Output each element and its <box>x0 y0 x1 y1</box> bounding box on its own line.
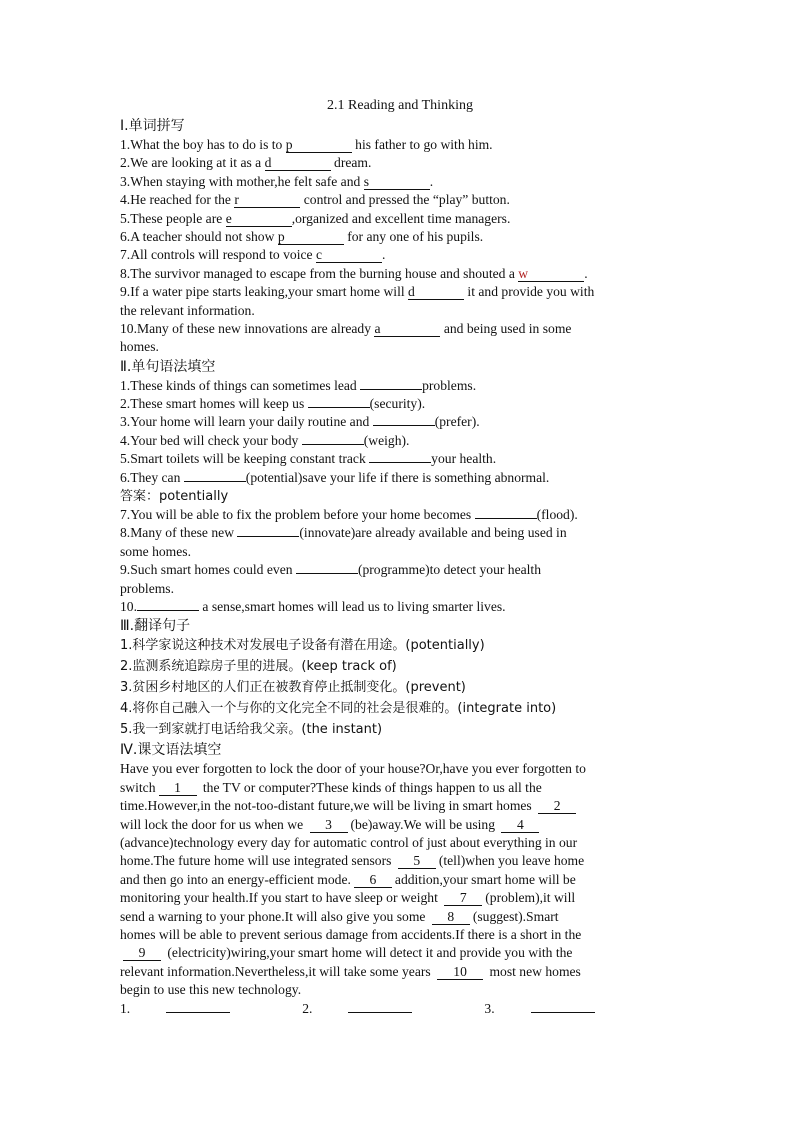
passage-line <box>120 797 680 815</box>
translation-item: 5.我一到家就打电话给我父亲。(the instant) <box>120 721 383 737</box>
passage-text: (electricity)wiring,your smart home will detect it and provide you with the <box>164 945 573 961</box>
item-text: the relevant information. <box>120 302 255 318</box>
grammar-item <box>120 561 680 579</box>
passage-text: the TV or computer?These kinds of things happen to us all the <box>199 779 542 795</box>
item-text: . <box>429 173 434 189</box>
item-text: (potential)save your life if there is something abnormal. <box>245 469 550 485</box>
answer-blank[interactable] <box>302 444 364 445</box>
item-text: 10.Many of these new innovations are already <box>120 320 375 336</box>
item-text: and being used in some <box>440 320 572 336</box>
translation-item: 1.科学家说这种技术对发展电子设备有潜在用途。(potentially) <box>120 638 485 654</box>
item-text: 7.You will be able to fix the problem before your home becomes <box>120 507 475 523</box>
page-title: 2.1 Reading and Thinking <box>327 98 473 113</box>
item-text: (prefer). <box>434 414 480 430</box>
numbered-blank[interactable]: 5 <box>398 854 436 869</box>
translation-item: 2.监测系统追踪房子里的进展。(keep track of) <box>120 659 397 675</box>
passage-line <box>120 963 680 981</box>
passage-line <box>120 816 680 834</box>
passage-text: send a warning to your phone.It will also give you some <box>120 908 429 924</box>
passage-line <box>120 981 680 999</box>
item-text: 3.Your home will learn your daily routine and <box>120 414 373 430</box>
spelling-item <box>120 283 680 301</box>
answer-blanks-row <box>120 1000 680 1018</box>
passage-text: and then go into an energy-efficient mode. <box>120 871 351 887</box>
item-text: 6.A teacher should not show <box>120 228 278 244</box>
answer-slot <box>302 1000 448 1018</box>
grammar-item <box>120 580 680 598</box>
item-text: his father to go with him. <box>351 137 493 152</box>
answer-blank[interactable] <box>308 407 370 408</box>
passage-line <box>120 944 680 962</box>
section-3-list <box>120 636 680 740</box>
passage-text: Have you ever forgotten to lock the door of your house?Or,have you ever forgotten to <box>120 761 586 777</box>
spelling-item <box>120 246 680 264</box>
numbered-blank[interactable]: 1 <box>159 781 197 796</box>
passage-text: monitoring your health.If you start to have sleep or weight <box>120 890 442 906</box>
item-text: 7.All controls will respond to voice <box>120 247 316 263</box>
grammar-item <box>120 598 680 616</box>
passage-text: (suggest).Smart <box>472 908 559 924</box>
item-text: problems. <box>120 580 174 596</box>
translation-item: 4.将你自己融入一个与你的文化完全不同的社会是很难的。(integrate into) <box>120 700 557 716</box>
section-2-list <box>120 377 680 487</box>
item-text: (programme)to detect your health <box>357 562 542 578</box>
spelling-item <box>120 320 680 338</box>
item-text: 1.What the boy has to do is to <box>120 137 286 152</box>
numbered-blank[interactable]: 3 <box>310 818 348 833</box>
spelling-item <box>120 302 680 320</box>
grammar-item <box>120 506 680 524</box>
answer-blank[interactable] <box>296 573 358 574</box>
spelling-item <box>120 191 680 209</box>
spelling-item <box>120 228 680 246</box>
answer-blank[interactable]: d <box>408 285 464 300</box>
answer-label: 3. <box>484 1000 495 1016</box>
numbered-blank[interactable]: 8 <box>432 910 470 925</box>
item-text: 5.Smart toilets will be keeping constant track <box>120 451 370 467</box>
spelling-item <box>120 210 680 228</box>
item-text: 8.Many of these new <box>120 525 238 541</box>
answer-label: 1. <box>120 1000 131 1016</box>
grammar-item <box>120 524 680 542</box>
item-text: dream. <box>330 155 372 171</box>
item-text: control and pressed the “play” button. <box>300 192 510 208</box>
numbered-blank[interactable]: 10 <box>437 965 483 980</box>
item-text: 9.Such smart homes could even <box>120 562 296 578</box>
item-text: 5.These people are <box>120 210 226 226</box>
item-text: 10. <box>120 598 137 614</box>
answer-note: 答案：potentially <box>120 489 229 505</box>
answer-blank[interactable] <box>137 610 199 611</box>
item-text: 1.These kinds of things can sometimes lead <box>120 377 361 393</box>
passage-line <box>120 908 680 926</box>
passage-line <box>120 871 680 889</box>
passage-line <box>120 926 680 944</box>
answer-blank[interactable] <box>369 462 431 463</box>
passage-line <box>120 852 680 870</box>
item-text: your health. <box>431 451 497 467</box>
answer-blank[interactable] <box>360 389 422 390</box>
passage-text: time.However,in the not-too-distant future,we will be living in smart homes <box>120 798 536 814</box>
translation-item: 3.贫困乡村地区的人们正在被教育停止抵制变化。(prevent) <box>120 679 466 695</box>
item-text: . <box>584 265 588 281</box>
answer-blank[interactable] <box>475 518 537 519</box>
grammar-item <box>120 450 680 468</box>
item-text: (weigh). <box>363 432 410 448</box>
passage-text: will lock the door for us when we <box>120 816 307 832</box>
item-text: 3.When staying with mother,he felt safe and <box>120 173 364 189</box>
numbered-blank[interactable]: 6 <box>354 873 392 888</box>
passage-line <box>120 834 680 852</box>
passage-text: home.The future home will use integrated sensors <box>120 853 395 869</box>
section-1-list <box>120 136 680 357</box>
grammar-item <box>120 377 680 395</box>
answer-blank[interactable]: r <box>234 193 300 208</box>
item-text: ,organized and excellent time managers. <box>291 210 511 226</box>
answer-blank[interactable]: p <box>286 138 352 153</box>
section-1-heading: Ⅰ.单词拼写 <box>120 118 185 134</box>
answer-blank[interactable]: d <box>265 156 331 171</box>
answer-blank[interactable] <box>166 1012 230 1013</box>
passage-text: (tell)when you leave home <box>438 853 585 869</box>
passage-text: homes will be able to prevent serious damage from accidents.If there is a short in the <box>120 927 582 943</box>
item-text: 2.These smart homes will keep us <box>120 396 308 412</box>
passage-text: relevant information.Nevertheless,it will take some years <box>120 963 435 979</box>
spelling-item <box>120 265 680 283</box>
answer-blank[interactable] <box>531 1012 595 1013</box>
numbered-blank[interactable]: 4 <box>501 818 539 833</box>
passage-line <box>120 779 680 797</box>
item-text: homes. <box>120 339 159 355</box>
passage-text: (be)away.We will be using <box>350 816 499 832</box>
passage-text: (advance)technology every day for automatic control of just about everything in our <box>120 834 578 850</box>
answer-slot <box>484 1000 630 1018</box>
section-2-heading: Ⅱ.单句语法填空 <box>120 358 216 375</box>
passage-text: switch <box>120 779 156 795</box>
grammar-item <box>120 395 680 413</box>
answer-blank[interactable]: e <box>226 212 292 227</box>
item-text: 9.If a water pipe starts leaking,your smart home will <box>120 284 409 300</box>
item-text: 4.Your bed will check your body <box>120 432 302 448</box>
spelling-item <box>120 338 680 356</box>
item-text: problems. <box>422 377 477 393</box>
spelling-item <box>120 154 680 172</box>
item-text: 8.The survivor managed to escape from the burning house and shouted a <box>120 265 519 281</box>
item-text: 6.They can <box>120 469 184 485</box>
grammar-item <box>120 469 680 487</box>
passage-text: addition,your smart home will be <box>394 871 576 887</box>
passage-text: most new homes <box>486 963 581 979</box>
answer-blank[interactable]: c <box>316 248 382 263</box>
passage-line <box>120 760 680 778</box>
spelling-item <box>120 136 680 154</box>
answer-blank[interactable]: w <box>518 267 584 282</box>
section-2-list-continued <box>120 506 680 616</box>
answer-blank[interactable]: s <box>364 175 430 190</box>
section-4-heading: Ⅳ.课文语法填空 <box>120 742 222 759</box>
answer-blank[interactable]: a <box>374 322 440 337</box>
numbered-blank[interactable]: 2 <box>538 799 576 814</box>
answer-label: 2. <box>302 1000 313 1016</box>
passage-line <box>120 889 680 907</box>
item-text: (flood). <box>536 507 578 523</box>
answer-blank[interactable] <box>184 481 246 482</box>
item-text: some homes. <box>120 543 191 559</box>
grammar-item <box>120 413 680 431</box>
worksheet-page <box>120 96 680 1018</box>
answer-blank[interactable] <box>373 425 435 426</box>
spelling-item <box>120 173 680 191</box>
item-text: (security). <box>369 396 426 412</box>
item-text: a sense,smart homes will lead us to living smarter lives. <box>199 598 506 614</box>
passage-text: begin to use this new technology. <box>120 982 302 998</box>
answer-blank[interactable] <box>237 536 299 537</box>
numbered-blank[interactable]: 9 <box>123 946 161 961</box>
grammar-item <box>120 432 680 450</box>
item-text: 2.We are looking at it as a <box>120 155 265 171</box>
item-text: it and provide you with <box>464 284 595 300</box>
answer-blank[interactable] <box>348 1012 412 1013</box>
item-text: 4.He reached for the <box>120 192 235 208</box>
section-3-heading: Ⅲ.翻译句子 <box>120 618 191 635</box>
passage-text: (problem),it will <box>485 890 576 906</box>
passage <box>120 760 680 999</box>
answer-slot <box>120 1000 266 1018</box>
item-text: . <box>381 247 386 263</box>
answer-blank[interactable]: p <box>278 230 344 245</box>
item-text: for any one of his pupils. <box>343 228 484 244</box>
numbered-blank[interactable]: 7 <box>444 891 482 906</box>
item-text: (innovate)are already available and being used in <box>299 525 567 541</box>
grammar-item <box>120 543 680 561</box>
